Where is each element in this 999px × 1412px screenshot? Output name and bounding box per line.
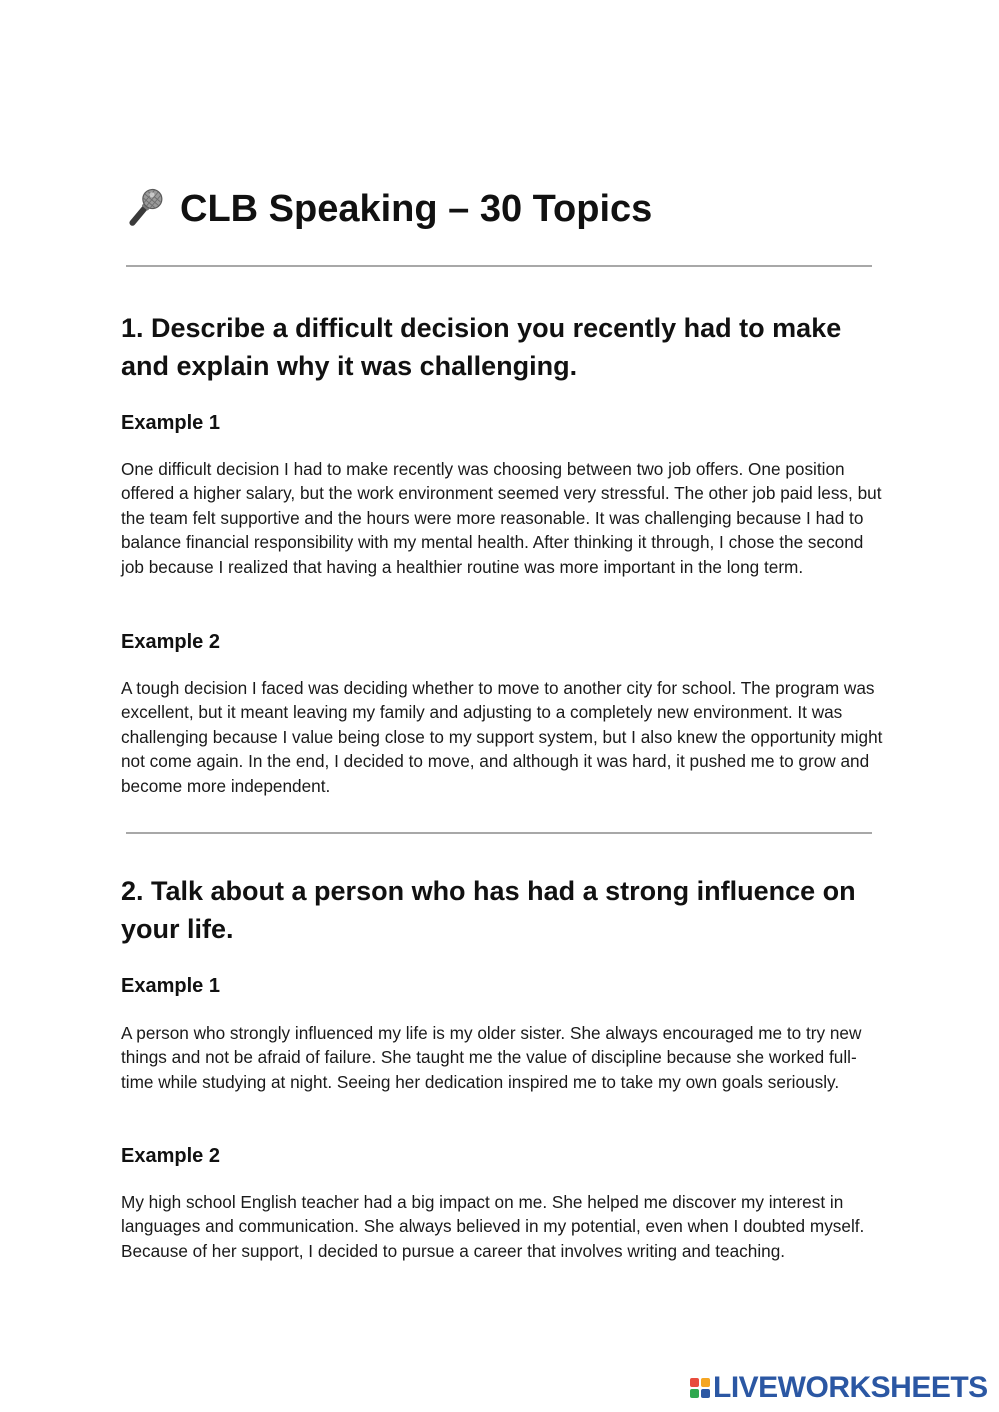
topic-2-example-1-label: Example 1 [121, 975, 220, 997]
liveworksheets-logo-icon [690, 1378, 710, 1398]
topic-2-example-2-text: My high school English teacher had a big impact on me. She helped me discover my interest in languages and communication. She always believed in my potential, even when I doubted myself. Because of her support, I decided to pursue a career that involves writing and teaching. [121, 1192, 865, 1261]
logo-square [690, 1378, 699, 1387]
topic-2-example-2-label: Example 2 [121, 1145, 220, 1167]
title-text: CLB Speaking – 30 Topics [180, 188, 653, 230]
microphone-icon [121, 186, 167, 232]
liveworksheets-watermark [690, 1373, 988, 1403]
logo-square [690, 1389, 699, 1398]
topic-1-example-2-text: A tough decision I faced was deciding whether to move to another city for school. The program was excellent, but it meant leaving my family and adjusting to a completely new environment. It was challenging because I value being close to my support system, but I also knew the opportunity might not come again. In the end, I decided to move, and although it was hard, it pushed me to grow and become more independent. [121, 678, 883, 796]
page-title [121, 186, 652, 232]
topic-2-example-1-text: A person who strongly influenced my life is my older sister. She always encouraged me to try new things and not be afraid of failure. She taught me the value of discipline because she worked full-time while studying at night. Seeing her dedication inspired me to take my own goals seriously. [121, 1023, 862, 1092]
logo-square [701, 1378, 710, 1387]
topic-1-heading: 1. Describe a difficult decision you recently had to make and explain why it was challenging. [121, 313, 842, 381]
divider [126, 265, 872, 267]
topic-1-example-2-label: Example 2 [121, 631, 220, 653]
watermark-text: LIVEWORKSHEETS [713, 1371, 988, 1404]
topic-2-heading: 2. Talk about a person who has had a strong influence on your life. [121, 876, 856, 944]
divider [126, 832, 872, 834]
logo-square [701, 1389, 710, 1398]
topic-1-example-1-label: Example 1 [121, 412, 220, 434]
topic-1-example-1-text: One difficult decision I had to make recently was choosing between two job offers. One position offered a higher salary, but the work environment seemed very stressful. The other job paid less, but the team felt supportive and the hours were more reasonable. It was challenging because I had to balance financial responsibility with my mental health. After thinking it through, I chose the second job because I realized that having a healthier routine was more important in the long term. [121, 459, 882, 577]
